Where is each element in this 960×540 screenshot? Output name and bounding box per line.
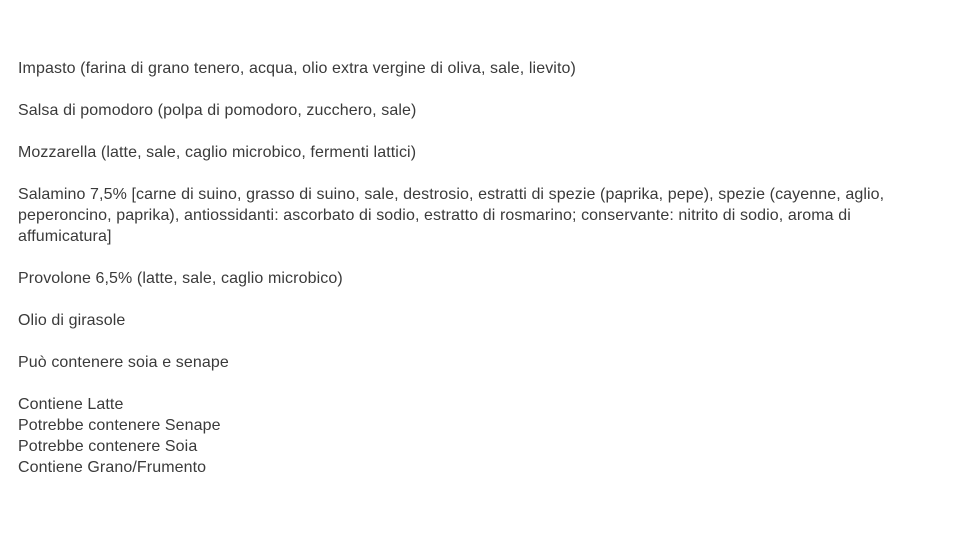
allergen-item: Potrebbe contenere Senape (18, 417, 221, 434)
ingredients-document (18, 58, 948, 499)
allergen-item: Potrebbe contenere Soia (18, 438, 198, 455)
ingredient-paragraph-salamino: Salamino 7,5% [carne di suino, grasso di suino, sale, destrosio, estratti di spezie (paprika, pepe), spezie (cayenne, aglio, peperoncino, paprika), antiossidanti: ascorbato di sodio, estratto di rosmarino; conservante: nitrito di sodio, aroma di affumicatura] (18, 186, 885, 245)
ingredient-paragraph-mozzarella: Mozzarella (latte, sale, caglio microbico, fermenti lattici) (18, 144, 417, 161)
allergen-item: Contiene Latte (18, 396, 124, 413)
ingredient-paragraph-salsa: Salsa di pomodoro (polpa di pomodoro, zucchero, sale) (18, 102, 417, 119)
allergen-list (18, 394, 948, 478)
allergen-item: Contiene Grano/Frumento (18, 459, 207, 476)
ingredient-paragraph-impasto: Impasto (farina di grano tenero, acqua, olio extra vergine di oliva, sale, lievito) (18, 60, 576, 77)
may-contain-notice: Può contenere soia e senape (18, 354, 229, 371)
ingredient-paragraph-provolone: Provolone 6,5% (latte, sale, caglio microbico) (18, 270, 343, 287)
ingredient-paragraph-olio: Olio di girasole (18, 312, 126, 329)
